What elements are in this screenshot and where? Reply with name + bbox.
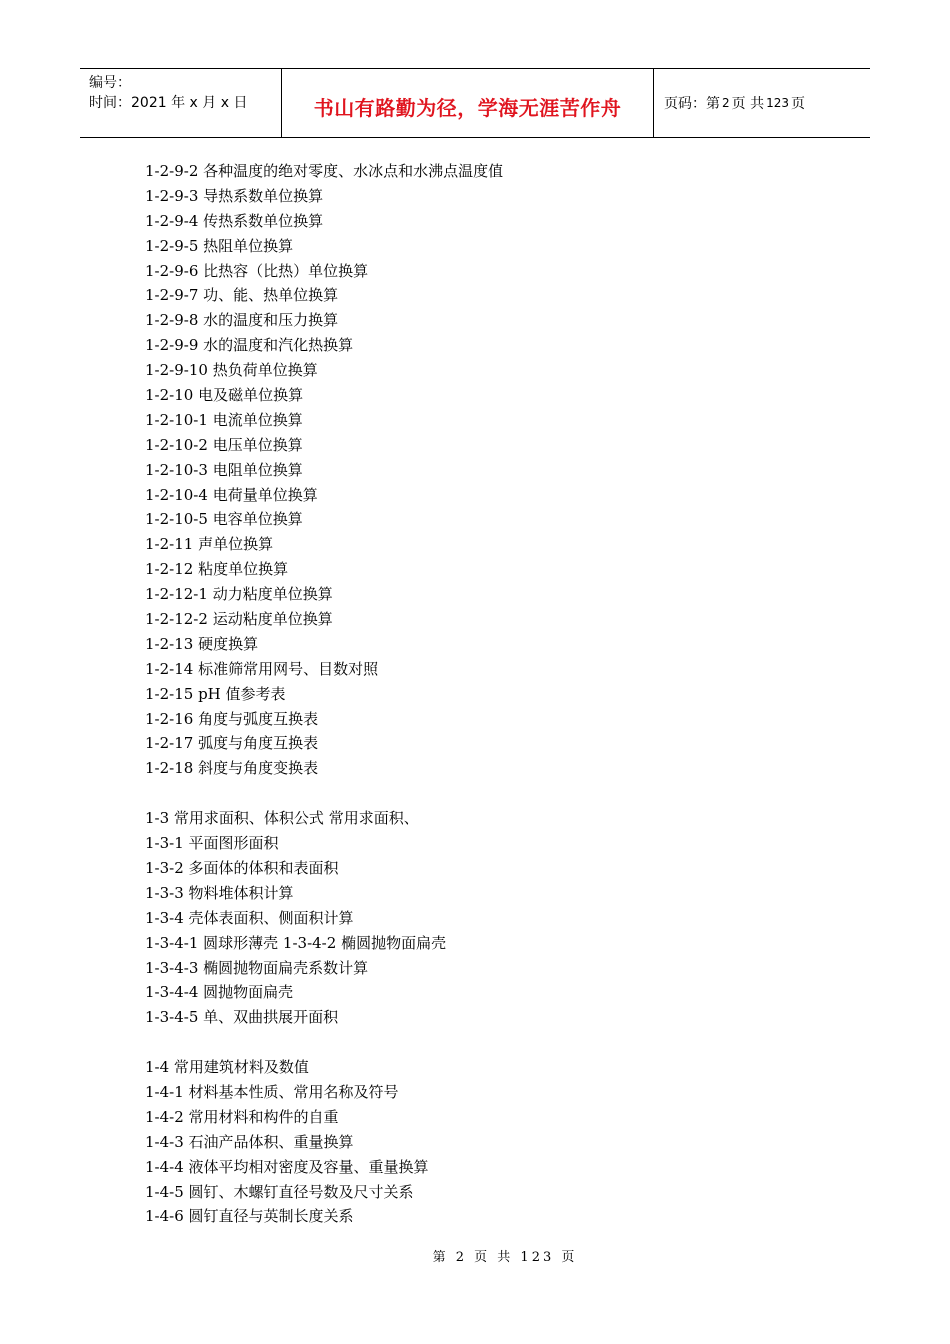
toc-line: 1-3-4-3 椭圆抛物面扁壳系数计算 [145, 958, 369, 977]
toc-line: 1-4 常用建筑材料及数值 [145, 1058, 309, 1077]
toc-line: 1-2-12-1 动力粘度单位换算 [145, 585, 333, 604]
number-label: 编号： [89, 75, 131, 91]
toc-line: 1-2-9-6 比热容（比热）单位换算 [145, 261, 369, 280]
toc-line: 1-4-4 液体平均相对密度及容量、重量换算 [145, 1157, 429, 1176]
toc-line: 1-2-10 电及磁单位换算 [145, 386, 304, 405]
toc-line: 1-2-17 弧度与角度互换表 [145, 734, 319, 753]
toc-line: 1-2-18 斜度与角度变换表 [145, 759, 319, 778]
toc-line: 1-2-10-3 电阻单位换算 [145, 460, 303, 479]
toc-line: 1-2-12-2 运动粘度单位换算 [145, 610, 333, 629]
toc-line: 1-2-9-8 水的温度和压力换算 [145, 311, 339, 330]
toc-line: 1-3-4-1 圆球形薄壳 1-3-4-2 椭圆抛物面扁壳 [145, 933, 447, 952]
toc-line: 1-2-9-2 各种温度的绝对零度、水冰点和水沸点温度值 [145, 162, 504, 180]
toc-line: 1-2-14 标准筛常用网号、目数对照 [145, 659, 379, 678]
toc-line: 1-2-10-5 电容单位换算 [145, 510, 303, 529]
header-page-cell [654, 69, 870, 137]
toc-line: 1-2-10-4 电荷量单位换算 [145, 485, 318, 504]
page-current: 2 [722, 96, 730, 110]
table-of-contents [145, 159, 845, 1229]
toc-line: 1-4-2 常用材料和构件的自重 [145, 1107, 339, 1126]
toc-line: 1-2-10-2 电压单位换算 [145, 435, 303, 454]
motto-text: 书山有路勤为径，学海无涯苦作舟 [313, 95, 622, 120]
toc-line: 1-4-3 石油产品体积、重量换算 [145, 1132, 354, 1151]
toc-line: 1-2-11 声单位换算 [145, 535, 274, 554]
toc-line: 1-2-9-4 传热系数单位换算 [145, 211, 324, 230]
toc-line: 1-2-13 硬度换算 [145, 634, 259, 653]
page-label-suffix: 页 [791, 96, 805, 112]
toc-line: 1-3-2 多面体的体积和表面积 [145, 858, 339, 877]
toc-line: 1-4-1 材料基本性质、常用名称及符号 [145, 1082, 399, 1101]
header-motto-cell [282, 69, 654, 137]
page-label-prefix: 页码：第 [664, 96, 720, 112]
toc-line: 1-2-9-7 功、能、热单位换算 [145, 286, 339, 305]
toc-line: 1-3 常用求面积、体积公式 常用求面积、 [145, 809, 419, 828]
header-info-cell [80, 69, 282, 137]
section-spacer [145, 1030, 845, 1055]
page-total: 123 [766, 96, 789, 110]
toc-line: 1-2-9-9 水的温度和汽化热换算 [145, 336, 354, 355]
toc-line: 1-3-4 壳体表面积、侧面积计算 [145, 908, 354, 927]
page-footer: 第 2 页 共 123 页 [432, 1250, 578, 1265]
toc-line: 1-3-4-4 圆抛物面扁壳 [145, 983, 294, 1002]
toc-line: 1-4-5 圆钉、木螺钉直径号数及尺寸关系 [145, 1182, 414, 1201]
time-label: 时间：2021 年 x 月 x 日 [89, 95, 248, 111]
toc-line: 1-2-9-10 热负荷单位换算 [145, 361, 318, 380]
page-label-mid: 页 共 [731, 96, 765, 112]
page-header [80, 68, 870, 138]
toc-line: 1-2-16 角度与弧度互换表 [145, 709, 319, 728]
toc-line: 1-4-6 圆钉直径与英制长度关系 [145, 1207, 354, 1226]
toc-line: 1-2-9-5 热阻单位换算 [145, 236, 294, 255]
toc-line: 1-3-1 平面图形面积 [145, 834, 279, 853]
toc-line: 1-2-9-3 导热系数单位换算 [145, 186, 324, 205]
toc-line: 1-3-4-5 单、双曲拱展开面积 [145, 1008, 339, 1027]
toc-line: 1-2-15 pH 值参考表 [145, 684, 286, 703]
section-spacer [145, 781, 845, 806]
toc-line: 1-2-10-1 电流单位换算 [145, 410, 303, 429]
toc-line: 1-3-3 物料堆体积计算 [145, 883, 294, 902]
toc-line: 1-2-12 粘度单位换算 [145, 560, 289, 579]
